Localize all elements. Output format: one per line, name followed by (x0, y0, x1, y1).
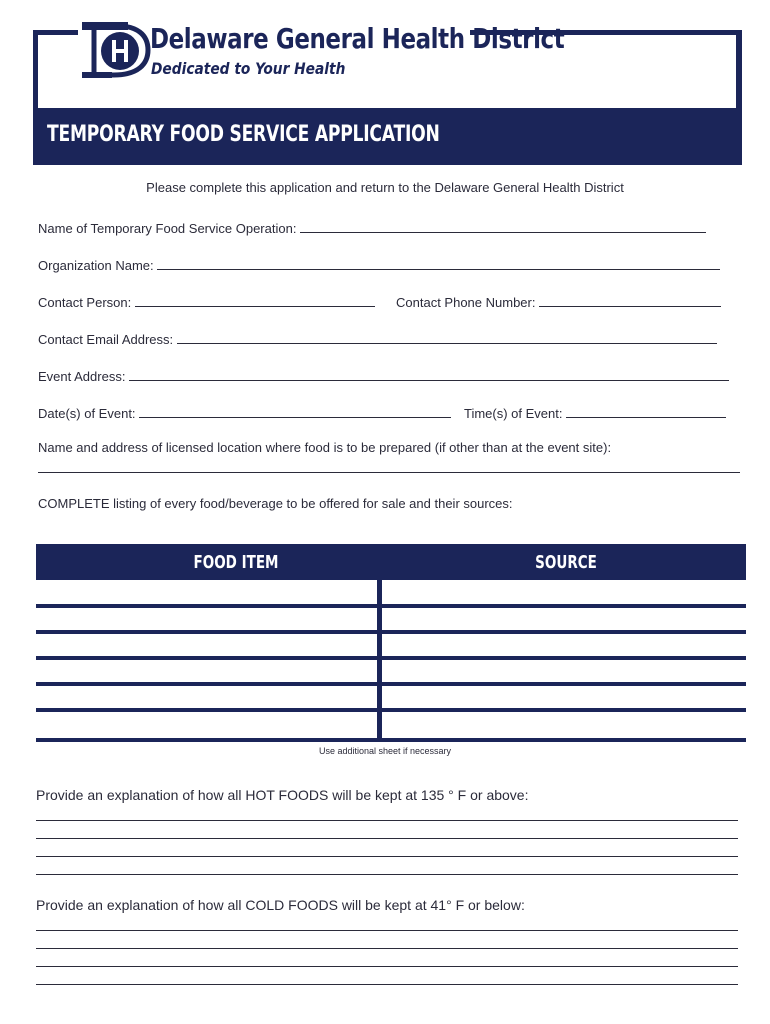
dgh-logo (80, 20, 152, 80)
table-row[interactable] (36, 708, 746, 712)
table-row[interactable] (36, 738, 746, 742)
event-dates-label: Date(s) of Event: (38, 406, 136, 421)
table-row[interactable] (36, 630, 746, 634)
cold-foods-answer-line[interactable] (36, 930, 738, 931)
event-dates-field[interactable] (38, 404, 451, 421)
header-frame-right (736, 30, 742, 110)
source-column-header: SOURCE (535, 552, 597, 573)
table-row[interactable] (36, 682, 746, 686)
food-listing-label: COMPLETE listing of every food/beverage to be offered for sale and their sources: (38, 496, 513, 511)
cold-foods-prompt: Provide an explanation of how all COLD FOODS will be kept at 41° F or below: (36, 897, 525, 913)
organization-name: Delaware General Health District (150, 22, 565, 55)
licensed-location-blank[interactable] (38, 472, 740, 473)
hot-foods-answer-line[interactable] (36, 820, 738, 821)
contact-email-field[interactable] (38, 330, 717, 347)
contact-email-blank[interactable] (177, 330, 717, 344)
cold-foods-answer-line[interactable] (36, 948, 738, 949)
additional-sheet-note: Use additional sheet if necessary (318, 746, 452, 756)
table-row[interactable] (36, 604, 746, 608)
table-row[interactable] (36, 656, 746, 660)
organization-tagline: Dedicated to Your Health (151, 59, 346, 78)
event-address-field[interactable] (38, 367, 729, 384)
event-address-blank[interactable] (129, 367, 729, 381)
contact-phone-field[interactable] (396, 293, 721, 310)
contact-phone-blank[interactable] (539, 293, 721, 307)
organization-name-label: Organization Name: (38, 258, 154, 273)
header-frame-top-left (33, 30, 78, 35)
hot-foods-answer-line[interactable] (36, 874, 738, 875)
event-times-blank[interactable] (566, 404, 726, 418)
event-address-label: Event Address: (38, 369, 126, 384)
organization-name-field[interactable] (38, 256, 720, 273)
hot-foods-answer-line[interactable] (36, 856, 738, 857)
cold-foods-answer-line[interactable] (36, 984, 738, 985)
event-dates-blank[interactable] (139, 404, 451, 418)
cold-foods-answer-line[interactable] (36, 966, 738, 967)
hot-foods-answer-line[interactable] (36, 838, 738, 839)
operation-name-blank[interactable] (300, 219, 706, 233)
food-item-column-header: FOOD ITEM (193, 552, 279, 573)
organization-name-blank[interactable] (157, 256, 720, 270)
intro-text: Please complete this application and return to the Delaware General Health District (146, 180, 624, 195)
operation-name-field[interactable] (38, 219, 706, 236)
operation-name-label: Name of Temporary Food Service Operation: (38, 221, 297, 236)
licensed-location-label: Name and address of licensed location where food is to be prepared (if other than at the event site): (38, 440, 612, 455)
food-table-header (36, 544, 746, 580)
hot-foods-prompt: Provide an explanation of how all HOT FOODS will be kept at 135 ° F or above: (36, 787, 529, 803)
contact-person-blank[interactable] (135, 293, 375, 307)
event-times-label: Time(s) of Event: (464, 406, 563, 421)
contact-person-label: Contact Person: (38, 295, 132, 310)
contact-phone-label: Contact Phone Number: (396, 295, 536, 310)
contact-person-field[interactable] (38, 293, 375, 310)
header-frame-left (33, 30, 38, 110)
title-banner (33, 108, 742, 165)
form-title: TEMPORARY FOOD SERVICE APPLICATION (47, 122, 440, 147)
contact-email-label: Contact Email Address: (38, 332, 174, 347)
event-times-field[interactable] (464, 404, 726, 421)
